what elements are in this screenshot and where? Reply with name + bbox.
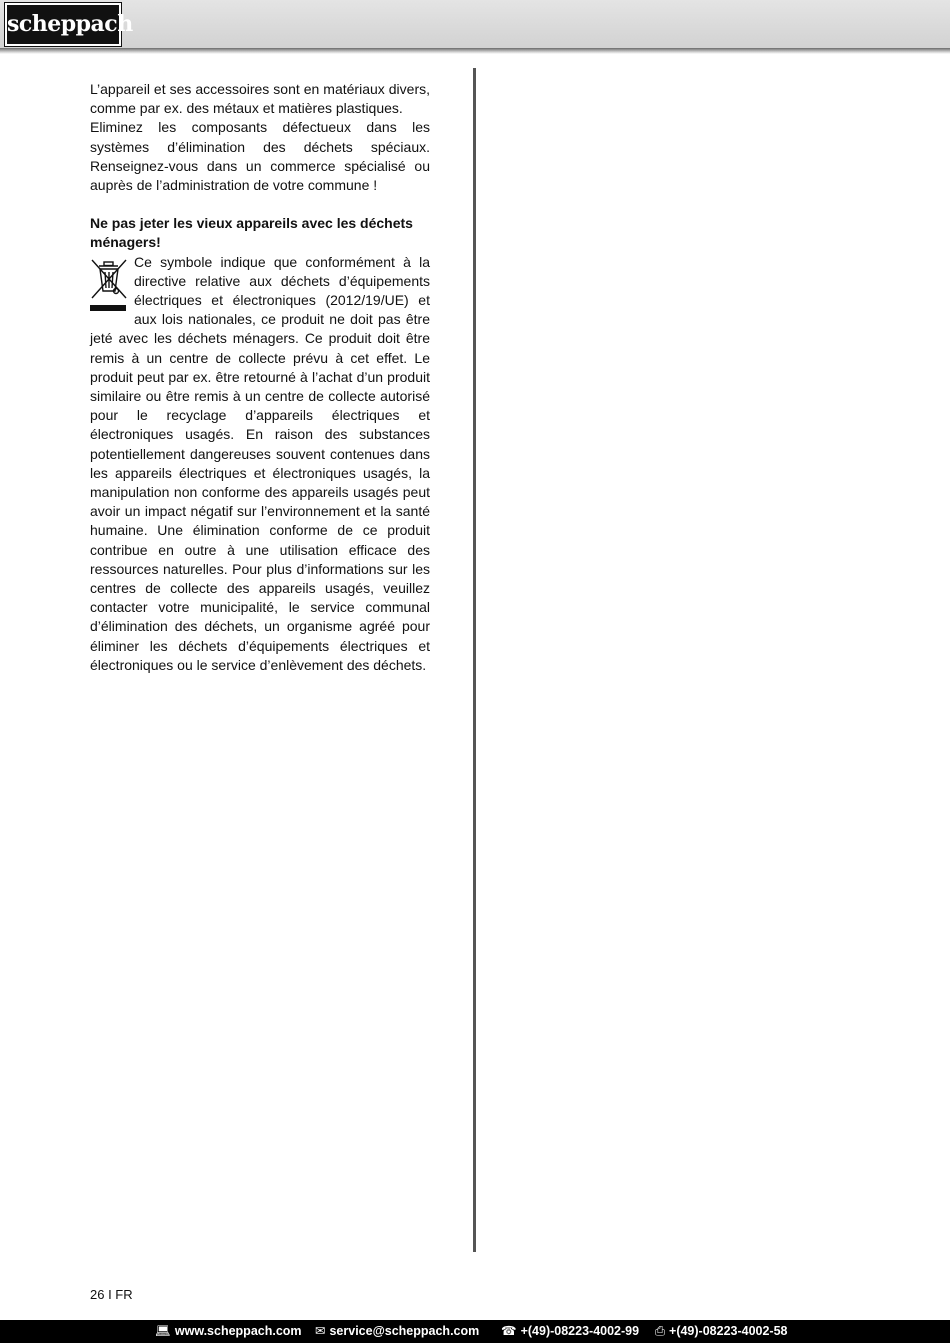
- footer-email[interactable]: [315, 1320, 479, 1343]
- header-shadow: [0, 48, 950, 54]
- fax-icon: ⎙: [655, 1324, 666, 1338]
- footer-fax: [655, 1320, 788, 1343]
- weee-paragraph: Ce symbole indique que conformément à la directive relative aux déchets d’équipements électriques et électroniques (2012/19/UE) et aux lois nationales, ce produit ne doit pas être jeté avec les déchets ménagers. Ce produit doit être remis à un centre de collecte prévu à cet effet. Le produit peut par ex. être retourné à l’achat d’un produit similaire ou être remis à un centre de collecte autorisé pour le recyclage d’appareils électriques et électroniques usagés. En raison des substances potentiellement dangereuses souvent contenues dans les appareils électriques et électroniques usagés, la manipulation non conforme des appareils usagés peut avoir un impact négatif sur l’environnement et la santé humaine. Une élimination conforme de ce produit contribue en outre à une utilisation efficace des ressources naturelles. Pour plus d’informations sur les centres de collecte des appareils usagés, veuillez contacter votre municipalité, le service communal d’élimination des déchets, un organisme agréé pour éliminer les déchets d’équipements électriques et électroniques ou le service d’enlèvement des déchets.: [90, 253, 430, 673]
- footer-bar: [0, 1320, 950, 1343]
- fax-text: +(49)-08223-4002-58: [669, 1324, 788, 1338]
- envelope-icon: ✉︎: [315, 1324, 326, 1338]
- footer-phone[interactable]: [501, 1320, 639, 1343]
- left-column: [90, 80, 430, 675]
- website-text: www.scheppach.com: [174, 1324, 302, 1338]
- phone-text: +(49)-08223-4002-99: [520, 1324, 640, 1338]
- weee-heading: Ne pas jeter les vieux appareils avec les déchets ménagers!: [90, 215, 413, 251]
- disposal-paragraph: Eliminez les composants défectueux dans les systèmes d’élimination des déchets spéciaux. Renseignez-vous dans un commerce spécialisé ou auprès de l’administration de votre commune !: [90, 119, 430, 194]
- column-divider: [473, 68, 476, 1252]
- page-number: 26 I FR: [90, 1287, 133, 1302]
- scheppach-logo: scheppach: [5, 3, 121, 46]
- materials-paragraph: L’appareil et ses accessoires sont en matériaux divers, comme par ex. des métaux et matières plastiques.: [90, 81, 430, 117]
- crossed-out-wheelie-bin-icon: [90, 257, 128, 319]
- paragraph-spacer: [90, 195, 430, 214]
- email-text: service@scheppach.com: [329, 1324, 480, 1338]
- footer-website[interactable]: [155, 1320, 302, 1343]
- header-bar: [0, 0, 950, 48]
- telephone-icon: ☎︎: [501, 1324, 517, 1338]
- computer-icon: 💻︎: [155, 1324, 171, 1338]
